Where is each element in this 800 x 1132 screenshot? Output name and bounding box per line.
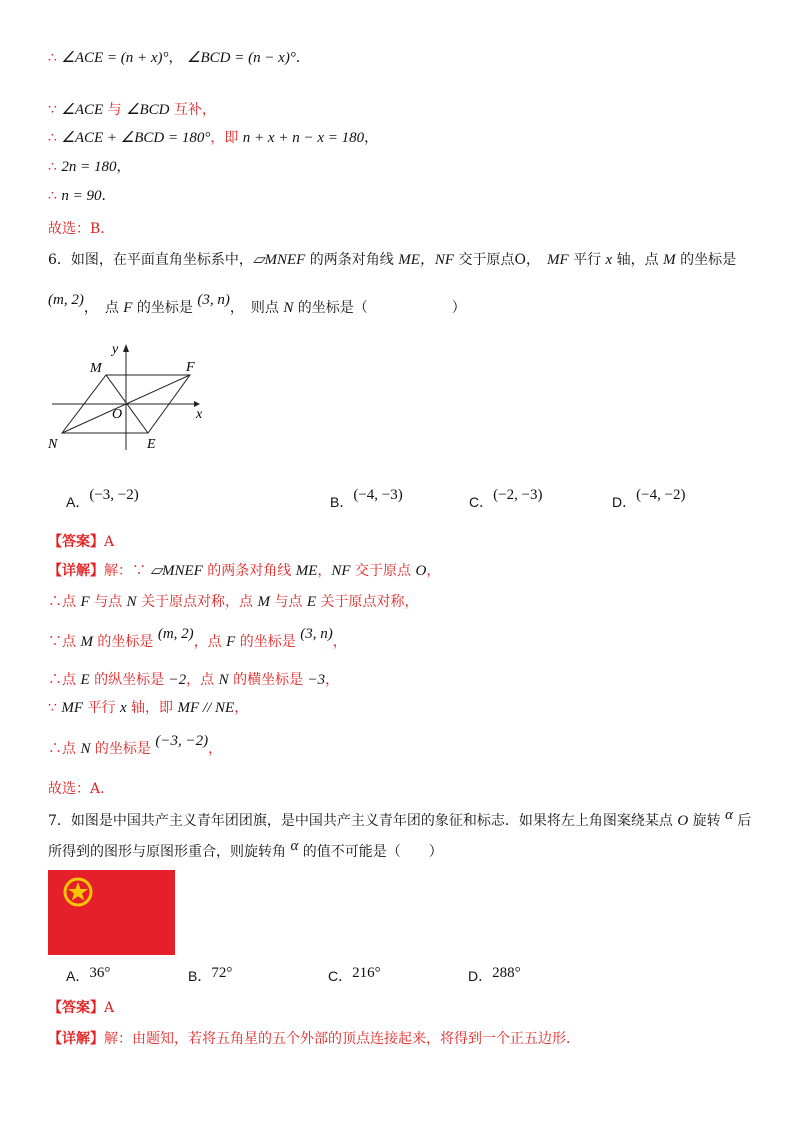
text: ， <box>317 563 332 579</box>
text: ，即 <box>210 130 239 146</box>
detail-text: 解：由题知，若将五角星的五个外部的顶点连接起来，将得到一个正五边形． <box>104 1031 580 1047</box>
text: 的两条对角线 <box>202 563 296 579</box>
therefore-symbol: ∴ <box>48 188 57 204</box>
text: 的坐标是 <box>92 634 158 650</box>
text: 旋转 <box>688 813 726 829</box>
solution-line <box>48 48 310 68</box>
choice-label: C． <box>328 968 353 984</box>
math-expression: (m, 2) <box>48 292 84 308</box>
text: ， 点 <box>83 300 124 316</box>
math-expression: n + x + n − x = 180 <box>242 130 365 146</box>
math-expression: α <box>290 838 299 854</box>
math-expression: O <box>415 563 427 579</box>
math-expression: MF <box>61 700 84 716</box>
text: 与 <box>107 102 122 118</box>
choice-value: (−3, −2) <box>89 487 139 503</box>
math-expression: ∠ACE = (n + x)° <box>61 50 169 66</box>
choice-value: 216° <box>352 965 381 981</box>
text: ， <box>325 672 340 688</box>
choice-d[interactable] <box>468 966 521 987</box>
text: ∴点 <box>48 594 81 610</box>
choice-value: (−4, −2) <box>636 487 686 503</box>
detail-tag: 【详解】 <box>48 563 104 579</box>
text: 6．如图，在平面直角坐标系中， <box>48 252 253 268</box>
math-expression: 2n = 180 <box>61 159 117 175</box>
math-expression: F <box>226 634 236 650</box>
axis-label-y: y <box>112 342 119 357</box>
math-expression: N <box>126 594 137 610</box>
math-expression: MF <box>546 252 569 268</box>
math-expression: F <box>123 300 133 316</box>
text: 的纵坐标是 <box>89 672 169 688</box>
text: 互补， <box>173 102 216 118</box>
math-expression: −2 <box>168 672 187 688</box>
answer-value: A <box>104 534 115 550</box>
math-expression: MF // NE <box>177 700 235 716</box>
math-expression: (m, 2) <box>157 626 194 642</box>
text: ∴点 <box>48 672 81 688</box>
detail-line <box>48 1029 580 1049</box>
punctuation: ， <box>116 159 131 175</box>
math-expression: M <box>663 252 676 268</box>
text: 的两条对角线 <box>305 252 399 268</box>
choice-label: B． <box>188 968 212 984</box>
text: 交于原点 <box>350 563 416 579</box>
choice-a[interactable] <box>66 966 110 987</box>
therefore-symbol: ∴ <box>48 130 57 146</box>
separator: ， <box>168 50 183 66</box>
point-label-e: E <box>147 437 156 452</box>
choice-value: (−2, −3) <box>493 487 543 503</box>
choice-label: A． <box>66 494 90 510</box>
math-expression: NF <box>331 563 351 579</box>
text: 的坐标是 <box>675 252 737 268</box>
choice-value: 36° <box>89 965 111 981</box>
detail-line <box>48 592 418 612</box>
parallelogram-figure <box>46 340 216 455</box>
math-expression: ∠ACE <box>61 102 104 118</box>
detail-line <box>48 561 440 581</box>
math-expression: x <box>605 252 613 268</box>
text: 的值不可能是（ ） <box>298 844 443 860</box>
math-expression: (3, n) <box>197 292 230 308</box>
therefore-symbol: ∴ <box>48 159 57 175</box>
text: ， <box>234 700 249 716</box>
answer-line <box>48 532 114 552</box>
solution-line <box>48 100 216 120</box>
math-expression: n = 90 <box>61 188 102 204</box>
text: 所得到的图形与原图形重合，则旋转角 <box>48 844 291 860</box>
choice-c[interactable] <box>328 966 381 987</box>
text: 轴，即 <box>126 700 178 716</box>
question-7-text-line1 <box>48 807 752 831</box>
because-symbol: ∵ <box>48 102 57 118</box>
youth-league-flag <box>48 870 175 955</box>
text: ， <box>208 741 223 757</box>
text: ，点 <box>193 634 227 650</box>
choice-label: A． <box>66 968 90 984</box>
punctuation: ． <box>295 50 310 66</box>
math-expression: O <box>677 813 689 829</box>
text: 平行 <box>83 700 120 716</box>
detail-line <box>48 670 339 690</box>
previous-answer: 故选：B． <box>48 221 115 237</box>
text: 后 <box>732 813 752 829</box>
math-expression: x <box>119 700 127 716</box>
text: ∴点 <box>48 741 81 757</box>
math-expression: N <box>218 672 229 688</box>
math-expression: F <box>80 594 90 610</box>
text: 解：∵ <box>104 563 151 579</box>
punctuation: ． <box>101 188 116 204</box>
math-expression: N <box>283 300 294 316</box>
choice-b[interactable] <box>330 487 403 513</box>
text: 轴，点 <box>612 252 664 268</box>
point-label-n: N <box>48 437 58 452</box>
detail-line <box>48 626 347 652</box>
text: ， <box>332 634 347 650</box>
detail-line <box>48 733 223 759</box>
text: ， <box>426 563 441 579</box>
math-parallelogram: ▱MNEF <box>150 563 203 579</box>
choice-value: 288° <box>492 965 521 981</box>
text: 与点 <box>269 594 307 610</box>
math-expression: ∠ACE + ∠BCD = 180° <box>61 130 211 146</box>
detail-line <box>48 698 248 718</box>
math-expression: −3 <box>307 672 326 688</box>
choice-a[interactable] <box>66 487 139 513</box>
solution-line <box>48 186 116 206</box>
math-expression: ∠BCD = (n − x)° <box>187 50 296 66</box>
choice-value: 72° <box>211 965 233 981</box>
math-expression: E <box>80 672 90 688</box>
math-expression: N <box>80 741 91 757</box>
text: 的坐标是 <box>132 300 198 316</box>
text: ∵ <box>48 700 62 716</box>
text: 与点 <box>89 594 127 610</box>
math-expression: ME <box>295 563 318 579</box>
flag-emblem <box>48 870 175 955</box>
detail-tag: 【详解】 <box>48 1031 104 1047</box>
choice-c[interactable] <box>469 487 543 513</box>
text: 的坐标是 <box>235 634 301 650</box>
choice-value: (−4, −3) <box>353 487 403 503</box>
text: 交于原点O， <box>454 252 547 268</box>
point-label-m: M <box>90 361 102 376</box>
choice-label: D． <box>612 494 637 510</box>
text: 关于原点对称，点 <box>136 594 258 610</box>
choice-b[interactable] <box>188 966 232 987</box>
axis-label-x: x <box>196 407 203 422</box>
solution-line <box>48 128 378 148</box>
question-7-text-line2 <box>48 838 443 862</box>
math-expression: α <box>725 807 733 823</box>
text: 的横坐标是 <box>228 672 308 688</box>
conclusion: 故选：A． <box>48 781 115 797</box>
math-expression: M <box>80 634 93 650</box>
math-expression: (3, n) <box>300 626 333 642</box>
math-expression: (−3, −2) <box>155 733 209 749</box>
text: 的坐标是 <box>90 741 156 757</box>
answer-value: A <box>104 1000 115 1016</box>
math-parallelogram: ▱MNEF <box>252 252 306 268</box>
answer-line <box>48 998 114 1018</box>
point-label-o: O <box>112 407 123 422</box>
choice-label: C． <box>469 494 494 510</box>
question-6-text-line2 <box>48 292 466 318</box>
therefore-symbol: ∴ <box>48 50 57 66</box>
answer-tag: 【答案】 <box>48 534 104 550</box>
text: ， 则点 <box>229 300 284 316</box>
text: 关于原点对称， <box>316 594 419 610</box>
choice-d[interactable] <box>612 487 686 513</box>
math-expression: E <box>306 594 317 610</box>
choice-label: B． <box>330 494 354 510</box>
math-expression: ME，NF <box>398 252 455 268</box>
math-expression: M <box>257 594 270 610</box>
y-axis-arrow <box>123 344 129 352</box>
text: 7．如图是中国共产主义青年团团旗，是中国共产主义青年团的象征和标志．如果将左上角图案绕某点 <box>48 813 678 829</box>
choice-label: D． <box>468 968 493 984</box>
text: ，点 <box>186 672 219 688</box>
punctuation: ， <box>364 130 379 146</box>
answer-tag: 【答案】 <box>48 1000 104 1016</box>
text: ∵点 <box>48 634 81 650</box>
point-label-f: F <box>186 360 195 375</box>
question-6-text-line1 <box>48 250 736 270</box>
math-expression: ∠BCD <box>126 102 170 118</box>
solution-line <box>48 157 131 177</box>
text: 平行 <box>568 252 606 268</box>
text: 的坐标是（ ） <box>293 300 466 316</box>
star-icon <box>68 882 88 901</box>
